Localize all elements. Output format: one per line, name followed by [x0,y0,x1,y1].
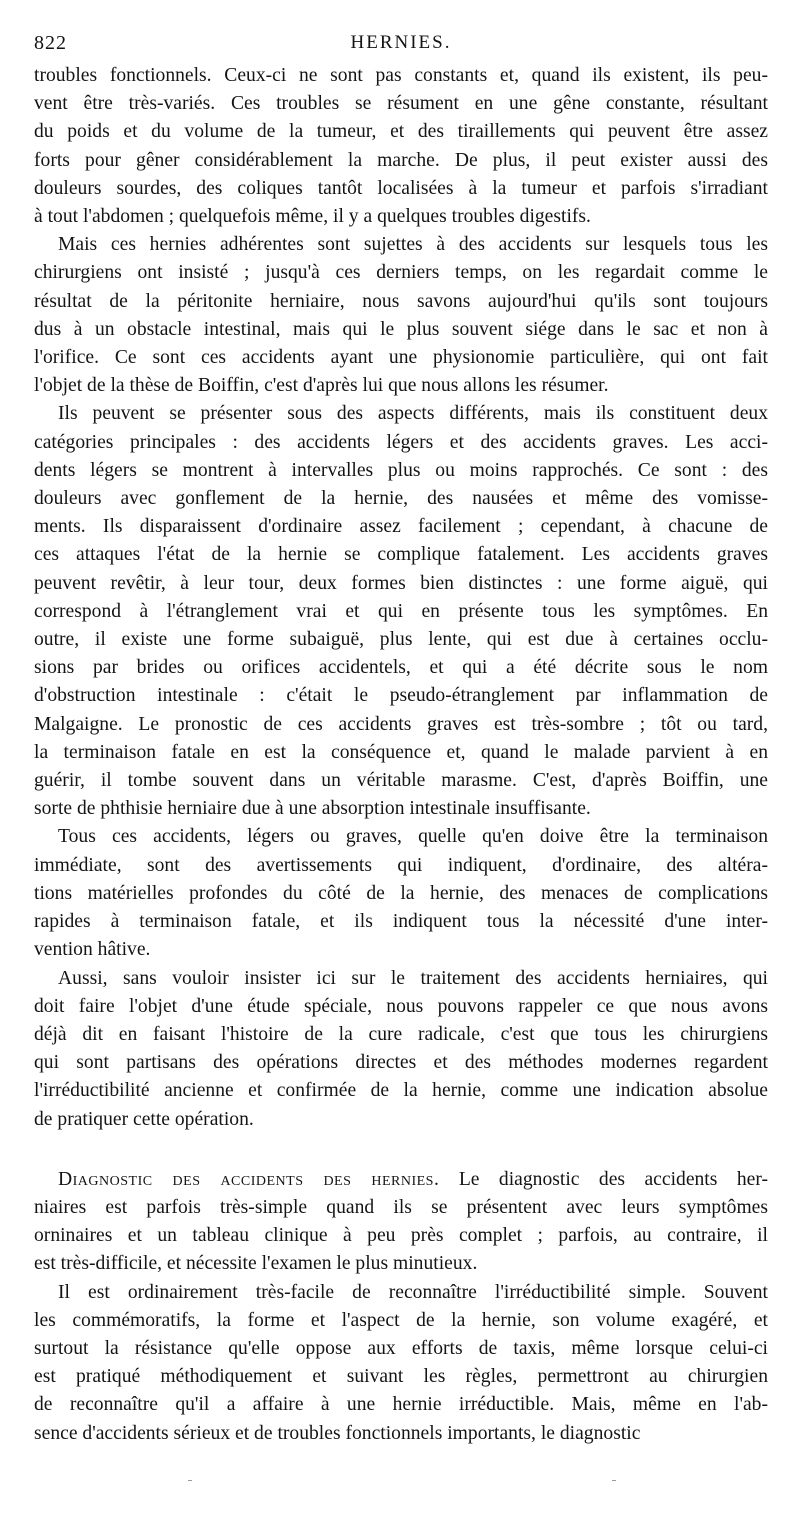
text-line: dus à un obstacle intestinal, mais qui le plus souvent siége dans le sac et non à [34,318,768,340]
footer-mark [188,1480,192,1481]
text-line: à tout l'abdomen ; quelquefois même, il y a quelques troubles digestifs. [34,206,591,228]
text-line: Aussi, sans vouloir insister ici sur le traitement des accidents herniaires, qui [58,967,768,989]
text-line: l'orifice. Ce sont ces accidents ayant une physionomie particulière, qui ont fait [34,347,768,369]
text-line: niaires est parfois très-simple quand ils se présentent avec leurs symptômes [34,1196,768,1218]
text-line: peuvent revêtir, à leur tour, deux formes bien distinctes : une forme aiguë, qui [34,572,768,594]
text-line: guérir, il tombe souvent dans un véritable marasme. C'est, d'après Boiffin, une [34,770,768,792]
paragraph [34,1166,768,1279]
book-page [34,26,768,1448]
text-line: Mais ces hernies adhérentes sont sujettes à des accidents sur lesquels tous les [58,234,768,256]
text-line: ces attaques l'état de la hernie se complique fatalement. Les accidents graves [34,544,768,566]
text-line: sions par brides ou orifices accidentels, et qui a été décrite sous le nom [34,657,768,679]
text-line: troubles fonctionnels. Ceux-ci ne sont pas constants et, quand ils existent, ils peu- [34,65,768,86]
text-line: sorte de phthisie herniaire due à une absorption intestinale insuffisante. [34,798,591,820]
text-line: vent être très-variés. Ces troubles se résument en une gêne constante, résultant [34,93,768,115]
text-line: du poids et du volume de la tumeur, et des tiraillements qui peuvent être assez [34,121,768,143]
text-line: tions matérielles profondes du côté de la hernie, des menaces de complications [34,882,768,904]
section-heading: Diagnostic des accidents des hernies. [58,1168,440,1190]
text-line: immédiate, sont des avertissements qui indiquent, d'ordinaire, des altéra- [34,854,768,876]
paragraph [34,823,768,964]
text-line: rapides à terminaison fatale, et ils indiquent tous la nécessité d'une inter- [34,911,768,933]
text-line: dents légers se montrent à intervalles plus ou moins rapprochés. Ce sont : des [34,459,768,481]
page-number: 822 [34,32,67,54]
text-line [34,1166,768,1194]
text-line: vention hâtive. [34,939,151,961]
text-line: de pratiquer cette opération. [34,1108,254,1130]
paragraph [34,231,768,400]
text-line: douleurs sourdes, des coliques tantôt localisées à la tumeur et parfois s'irradiant [34,177,768,199]
text-line: chirurgiens ont insisté ; jusqu'à ces derniers temps, on les regardait comme le [34,262,768,284]
text-line: déjà dit en faisant l'histoire de la cure radicale, c'est que tous les chirurgiens [34,1023,768,1045]
text-line: outre, il existe une forme subaiguë, plus lente, qui est due à certaines occlu- [34,629,768,651]
text-line: Il est ordinairement très-facile de reconnaître l'irréductibilité simple. Souvent [58,1281,768,1303]
text-line: catégories principales : des accidents légers et des accidents graves. Les acci- [34,431,768,453]
page-header [34,26,768,62]
text-line: résultat de la péritonite herniaire, nous savons aujourd'hui qu'ils sont toujours [34,290,768,312]
text-line: l'objet de la thèse de Boiffin, c'est d'après lui que nous allons les résumer. [34,375,609,397]
section-gap [34,1134,768,1166]
text-line: est très-difficile, et nécessite l'examen le plus minutieux. [34,1253,478,1275]
text-line: Ils peuvent se présenter sous des aspects différents, mais ils constituent deux [58,403,768,425]
text-line: Malgaigne. Le pronostic de ces accidents graves est très-sombre ; tôt ou tard, [34,713,768,735]
text-line: qui sont partisans des opérations directes et des méthodes modernes regardent [34,1052,768,1074]
paragraph [34,1279,768,1448]
text-line: la terminaison fatale en est la conséquence et, quand le malade parvient à en [34,741,768,763]
text-line: douleurs avec gonflement de la hernie, des nausées et même des vomisse- [34,488,768,510]
paragraph [34,965,768,1134]
text-line: Tous ces accidents, légers ou graves, quelle qu'en doive être la terminaison [58,826,768,848]
text-line: est pratiqué méthodiquement et suivant les règles, permettront au chirurgien [34,1366,768,1388]
text-line: les commémoratifs, la forme et l'aspect de la hernie, son volume exagéré, et [34,1309,768,1331]
footer-mark [612,1480,616,1481]
text-line: correspond à l'étranglement vrai et qui en présente tous les symptômes. En [34,600,768,622]
text-line: l'irréductibilité ancienne et confirmée de la hernie, comme une indication absolue [34,1080,768,1102]
text-line: doit faire l'objet d'une étude spéciale, nous pouvons rappeler ce que nous avons [34,995,768,1017]
section-first-line-text: Le diagnostic des accidents her- [458,1168,768,1190]
text-line: orninaires et un tableau clinique à peu près complet ; parfois, au contraire, il [34,1225,768,1247]
paragraph [34,400,768,823]
text-line: sence d'accidents sérieux et de troubles fonctionnels importants, le diagnostic [34,1422,641,1444]
text-line: de reconnaître qu'il a affaire à une hernie irréductible. Mais, même en l'ab- [34,1394,768,1416]
text-line: d'obstruction intestinale : c'était le pseudo-étranglement par inflammation de [34,685,768,707]
diagnostic-section [34,1166,768,1448]
body-text [34,62,768,1134]
footer-marks [0,1480,800,1490]
paragraph [34,62,768,231]
running-title: HERNIES. [350,32,452,53]
text-line: forts pour gêner considérablement la marche. De plus, il peut exister aussi des [34,149,768,171]
text-line: surtout la résistance qu'elle oppose aux efforts de taxis, même lorsque celui-ci [34,1337,768,1359]
text-line: ments. Ils disparaissent d'ordinaire assez facilement ; cependant, à chacune de [34,516,768,538]
